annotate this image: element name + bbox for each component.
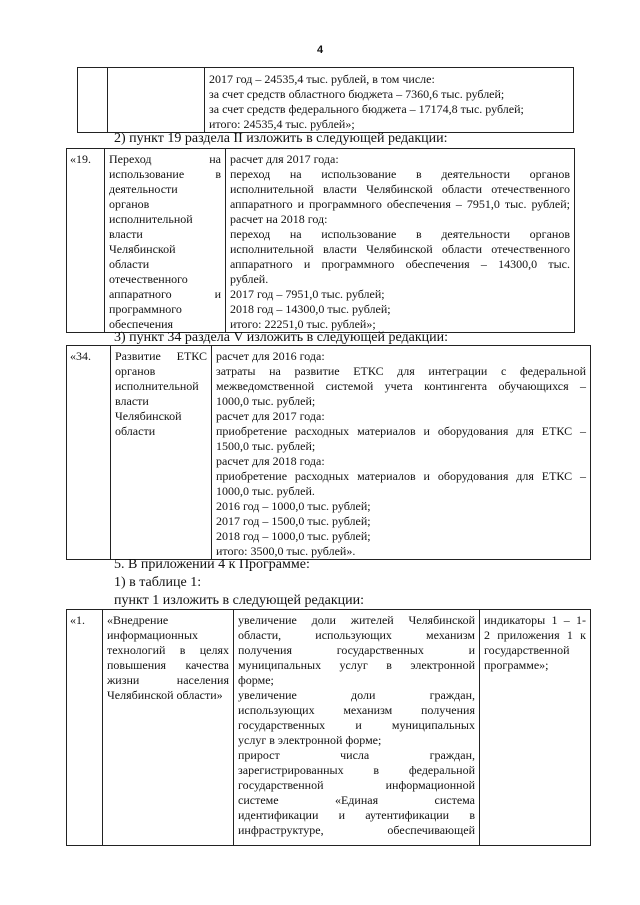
text-line: итого: 22251,0 тыс. рублей»;	[230, 317, 376, 331]
text-line: государственной	[484, 643, 570, 657]
text-line: власти	[109, 227, 143, 241]
text-line: приобретение расходных материалов и оборудования для ЕТКС –	[216, 469, 586, 483]
text-line: государственных и муниципальных	[238, 718, 475, 732]
text-line: жизни населения	[107, 673, 229, 687]
text-line: индикаторы 1 – 1-	[484, 613, 586, 627]
text-line: органов	[109, 197, 150, 211]
text-line: 2017 год – 1500,0 тыс. рублей;	[216, 514, 371, 528]
row-number: «19.	[67, 149, 105, 333]
text-line: исполнительной	[115, 379, 199, 393]
table-row-19	[66, 148, 575, 333]
text-line: отечественного	[109, 272, 188, 286]
text-line: муниципальных услуг в электронной	[238, 658, 475, 672]
text-line: области, использующих механизм	[238, 628, 475, 642]
text-line: Переход на	[109, 152, 221, 166]
row-number: «34.	[67, 346, 111, 560]
text-line: расчет для 2017 года:	[230, 152, 339, 166]
text-line: зарегистрированных в федеральной	[238, 763, 475, 777]
text-line: инфраструктуре, обеспечивающей	[238, 823, 475, 837]
section-heading-3: 3) пункт 34 раздела V изложить в следующей редакции:	[114, 330, 449, 345]
text-line: использование в	[109, 167, 221, 181]
table-row-1	[66, 609, 591, 846]
text-line: 2017 год – 7951,0 тыс. рублей;	[230, 287, 385, 301]
text-line: переход на использование в деятельности органов	[230, 227, 570, 241]
text-line: области	[115, 424, 156, 438]
text-line: исполнительной власти Челябинской области отечественного	[230, 182, 570, 196]
section-heading-5-1: 1) в таблице 1:	[114, 575, 202, 590]
empty-number-cell	[78, 68, 108, 133]
text-line: информационных	[107, 628, 199, 642]
text-line: программе»;	[484, 658, 549, 672]
text-line: обеспечения	[109, 317, 174, 331]
empty-name-cell	[108, 68, 205, 133]
text-line: расчет для 2017 года:	[216, 409, 325, 423]
text-line: рублей.	[230, 272, 269, 286]
text-line: 1000,0 тыс. рублей.	[216, 484, 315, 498]
text-line: органов	[115, 364, 156, 378]
text-line: «Внедрение	[107, 613, 169, 627]
text-line: 2017 год – 24535,4 тыс. рублей, в том числе:	[209, 72, 435, 86]
tail-text-cell	[205, 68, 574, 133]
text-line: расчет для 2016 года:	[216, 349, 325, 363]
text-line: затраты на развитие ЕТКС для интеграции с федеральной	[216, 364, 586, 378]
section-heading-5-1-item: пункт 1 изложить в следующей редакции:	[114, 593, 364, 608]
text-line: повышения качества	[107, 658, 229, 672]
text-line: итого: 24535,4 тыс. рублей»;	[209, 117, 355, 131]
text-line: увеличение доли жителей Челябинской	[238, 613, 475, 627]
text-line: Челябинской	[115, 409, 182, 423]
text-line: итого: 3500,0 тыс. рублей».	[216, 544, 356, 558]
table-row-34	[66, 345, 591, 560]
text-line: государственной информационной	[238, 778, 475, 792]
text-line: расчет на 2018 год:	[230, 212, 328, 226]
text-line: власти	[115, 394, 149, 408]
text-line: 2018 год – 1000,0 тыс. рублей;	[216, 529, 371, 543]
text-line: прирост числа граждан,	[238, 748, 475, 762]
calculation-cell	[226, 149, 575, 333]
text-line: за счет средств областного бюджета – 7360,6 тыс. рублей;	[209, 87, 505, 101]
text-line: 2016 год – 1000,0 тыс. рублей;	[216, 499, 371, 513]
section-heading-5: 5. В приложении 4 к Программе:	[114, 557, 310, 572]
text-line: за счет средств федерального бюджета – 17174,8 тыс. рублей;	[209, 102, 524, 116]
text-line: Челябинской	[109, 242, 176, 256]
text-line: программного	[109, 302, 182, 316]
text-line: 1500,0 тыс. рублей;	[216, 439, 316, 453]
row-number: «1.	[67, 610, 103, 846]
text-line: 2018 год – 14300,0 тыс. рублей;	[230, 302, 391, 316]
text-line: аппаратного и программного обеспечения – 7951,0 тыс. рублей;	[230, 197, 570, 211]
indicator-cell	[480, 610, 591, 846]
text-line: форме;	[238, 673, 274, 687]
text-line: Развитие ЕТКС	[115, 349, 207, 363]
text-line: Челябинской области»	[107, 688, 223, 702]
expected-result-cell	[234, 610, 480, 846]
page-number: 4	[316, 44, 324, 56]
text-line: услуг в электронной форме;	[238, 733, 382, 747]
text-line: исполнительной	[109, 212, 193, 226]
text-line: расчет для 2018 года:	[216, 454, 325, 468]
item-name-cell	[105, 149, 226, 333]
calculation-cell	[212, 346, 591, 560]
text-line: аппаратного и программного обеспечения – 14300,0 тыс.	[230, 257, 570, 271]
measure-name-cell	[103, 610, 234, 846]
text-line: деятельности	[109, 182, 178, 196]
item-name-cell	[111, 346, 212, 560]
text-line: аппаратного и	[109, 287, 221, 301]
text-line: области	[109, 257, 150, 271]
text-line: увеличение доли граждан,	[238, 688, 475, 702]
table-continuation	[77, 67, 574, 133]
text-line: получения государственных и	[238, 643, 475, 657]
text-line: исполнительной власти Челябинской области отечественного	[230, 242, 570, 256]
text-line: межведомственной системой учета контингента обучающихся –	[216, 379, 586, 393]
text-line: 2 приложения 1 к	[484, 628, 586, 642]
text-line: системе «Единая система	[238, 793, 475, 807]
section-heading-2: 2) пункт 19 раздела II изложить в следующей редакции:	[114, 131, 448, 146]
text-line: переход на использование в деятельности органов	[230, 167, 570, 181]
text-line: приобретение расходных материалов и оборудования для ЕТКС –	[216, 424, 586, 438]
text-line: использующих механизм получения	[238, 703, 475, 717]
text-line: 1000,0 тыс. рублей;	[216, 394, 316, 408]
text-line: идентификации и аутентификации в	[238, 808, 475, 822]
text-line: технологий в целях	[107, 643, 229, 657]
